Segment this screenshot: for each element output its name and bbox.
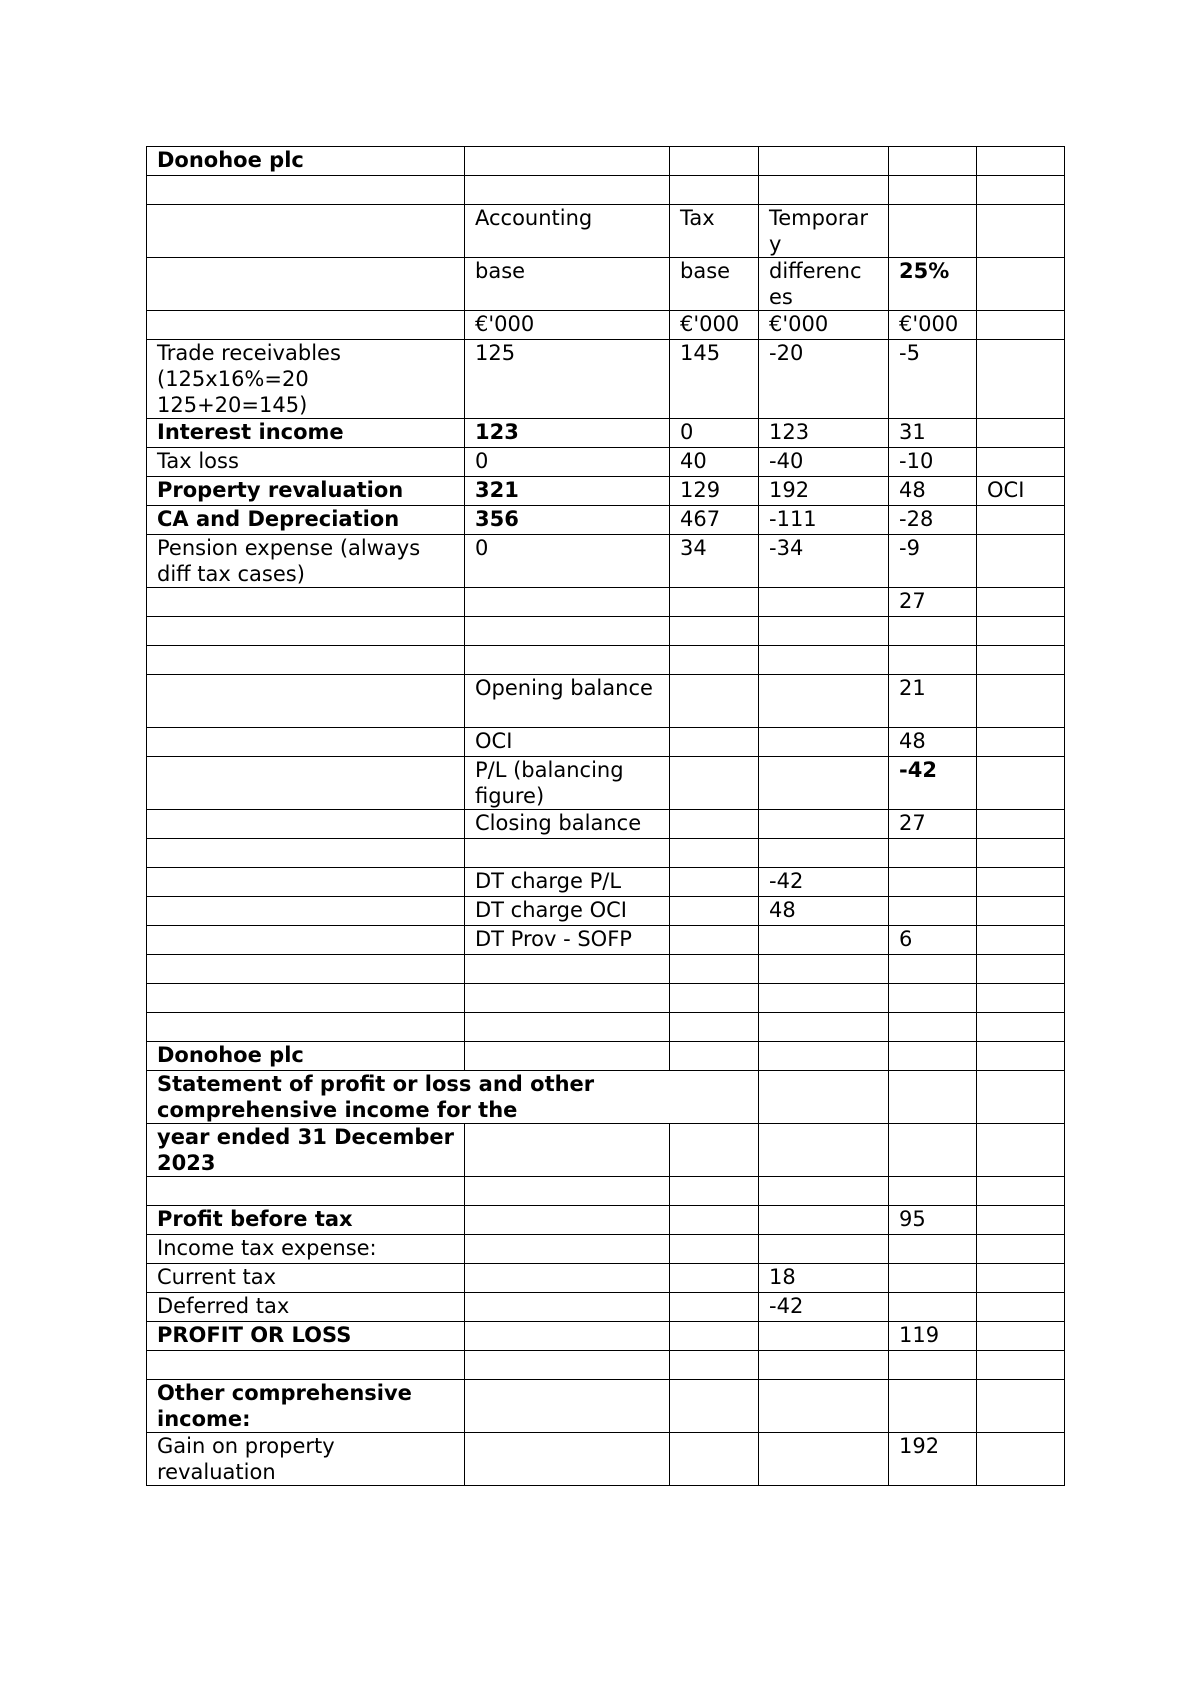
table-row bbox=[147, 448, 1065, 477]
row-label: Trade receivables (125x16%=20 125+20=145) bbox=[147, 340, 465, 419]
table-row bbox=[147, 477, 1065, 506]
statement-period: year ended 31 December 2023 bbox=[147, 1124, 465, 1177]
charge-label: DT Prov - SOFP bbox=[465, 926, 670, 955]
unit-cell: €'000 bbox=[670, 311, 759, 340]
worksheet-table bbox=[146, 146, 1065, 1486]
accounting-value: 356 bbox=[465, 506, 670, 535]
total-row bbox=[147, 588, 1065, 617]
charge-label: DT charge P/L bbox=[465, 868, 670, 897]
movement-row bbox=[147, 757, 1065, 810]
tax-value: 34 bbox=[670, 535, 759, 588]
row-value: 119 bbox=[889, 1322, 977, 1351]
table-row bbox=[147, 535, 1065, 588]
movement-row bbox=[147, 728, 1065, 757]
table-row bbox=[147, 1235, 1065, 1264]
header-base: base bbox=[465, 258, 670, 311]
dt-value: -10 bbox=[889, 448, 977, 477]
temp-value: -40 bbox=[759, 448, 889, 477]
table-row bbox=[147, 419, 1065, 448]
charge-value: 6 bbox=[889, 926, 977, 955]
table-row bbox=[147, 1177, 1065, 1206]
unit-cell: €'000 bbox=[889, 311, 977, 340]
accounting-value: 123 bbox=[465, 419, 670, 448]
company-title: Donohoe plc bbox=[147, 147, 465, 176]
row-label: Tax loss bbox=[147, 448, 465, 477]
charge-row bbox=[147, 926, 1065, 955]
accounting-value: 321 bbox=[465, 477, 670, 506]
row-value: 95 bbox=[889, 1206, 977, 1235]
dt-value: 48 bbox=[889, 477, 977, 506]
accounting-value: 0 bbox=[465, 448, 670, 477]
row-label: PROFIT OR LOSS bbox=[147, 1322, 465, 1351]
temp-value: -111 bbox=[759, 506, 889, 535]
table-row bbox=[147, 340, 1065, 419]
movement-label: OCI bbox=[465, 728, 670, 757]
header-differences: differenc es bbox=[759, 258, 889, 311]
temp-value: -20 bbox=[759, 340, 889, 419]
unit-row bbox=[147, 311, 1065, 340]
row-label: Property revaluation bbox=[147, 477, 465, 506]
accounting-value: 0 bbox=[465, 535, 670, 588]
statement-company: Donohoe plc bbox=[147, 1042, 465, 1071]
table-row bbox=[147, 1293, 1065, 1322]
movement-row bbox=[147, 675, 1065, 728]
temp-value: 123 bbox=[759, 419, 889, 448]
movement-value: 27 bbox=[889, 810, 977, 839]
charge-row bbox=[147, 897, 1065, 926]
header-accounting: Accounting bbox=[465, 205, 670, 258]
dt-value: -5 bbox=[889, 340, 977, 419]
table-row bbox=[147, 1264, 1065, 1293]
movement-value: 48 bbox=[889, 728, 977, 757]
header-rate: 25% bbox=[889, 258, 977, 311]
row-label: CA and Depreciation bbox=[147, 506, 465, 535]
row-label: Deferred tax bbox=[147, 1293, 465, 1322]
tax-value: 129 bbox=[670, 477, 759, 506]
table-row bbox=[147, 1013, 1065, 1042]
table-row bbox=[147, 1322, 1065, 1351]
unit-cell: €'000 bbox=[759, 311, 889, 340]
dt-value: -9 bbox=[889, 535, 977, 588]
row-value: -42 bbox=[759, 1293, 889, 1322]
row-label: Profit before tax bbox=[147, 1206, 465, 1235]
table-row bbox=[147, 617, 1065, 646]
table-row bbox=[147, 839, 1065, 868]
row-label: Interest income bbox=[147, 419, 465, 448]
tax-value: 40 bbox=[670, 448, 759, 477]
table-row bbox=[147, 955, 1065, 984]
table-row bbox=[147, 1042, 1065, 1071]
movement-value: -42 bbox=[889, 757, 977, 810]
charge-label: DT charge OCI bbox=[465, 897, 670, 926]
row-label: Pension expense (always diff tax cases) bbox=[147, 535, 465, 588]
row-value: 18 bbox=[759, 1264, 889, 1293]
table-row bbox=[147, 1351, 1065, 1380]
movement-label: P/L (balancing figure) bbox=[465, 757, 670, 810]
charge-value: -42 bbox=[759, 868, 889, 897]
tax-value: 0 bbox=[670, 419, 759, 448]
table-row bbox=[147, 176, 1065, 205]
table-row bbox=[147, 1380, 1065, 1433]
header-tax: Tax bbox=[670, 205, 759, 258]
header-tax-base: base bbox=[670, 258, 759, 311]
temp-value: -34 bbox=[759, 535, 889, 588]
dt-total: 27 bbox=[889, 588, 977, 617]
movement-row bbox=[147, 810, 1065, 839]
table-row bbox=[147, 1433, 1065, 1486]
table-row bbox=[147, 1206, 1065, 1235]
row-label: Income tax expense: bbox=[147, 1235, 465, 1264]
header-temporary: Temporar y bbox=[759, 205, 889, 258]
temp-value: 192 bbox=[759, 477, 889, 506]
tax-value: 467 bbox=[670, 506, 759, 535]
movement-label: Closing balance bbox=[465, 810, 670, 839]
accounting-value: 125 bbox=[465, 340, 670, 419]
row-value: 192 bbox=[889, 1433, 977, 1486]
charge-value: 48 bbox=[759, 897, 889, 926]
charge-row bbox=[147, 868, 1065, 897]
movement-label: Opening balance bbox=[465, 675, 670, 728]
table-row bbox=[147, 984, 1065, 1013]
table-row bbox=[147, 1124, 1065, 1177]
table-row bbox=[147, 646, 1065, 675]
row-label: Gain on property revaluation bbox=[147, 1433, 465, 1486]
table-row bbox=[147, 147, 1065, 176]
note-cell: OCI bbox=[977, 477, 1065, 506]
row-label: Other comprehensive income: bbox=[147, 1380, 465, 1433]
header-row-1 bbox=[147, 205, 1065, 258]
tax-value: 145 bbox=[670, 340, 759, 419]
unit-cell: €'000 bbox=[465, 311, 670, 340]
table-row bbox=[147, 506, 1065, 535]
dt-value: -28 bbox=[889, 506, 977, 535]
header-row-2 bbox=[147, 258, 1065, 311]
row-label: Current tax bbox=[147, 1264, 465, 1293]
dt-value: 31 bbox=[889, 419, 977, 448]
statement-title: Statement of profit or loss and other comprehensive income for the bbox=[147, 1071, 759, 1124]
table-row bbox=[147, 1071, 1065, 1124]
movement-value: 21 bbox=[889, 675, 977, 728]
